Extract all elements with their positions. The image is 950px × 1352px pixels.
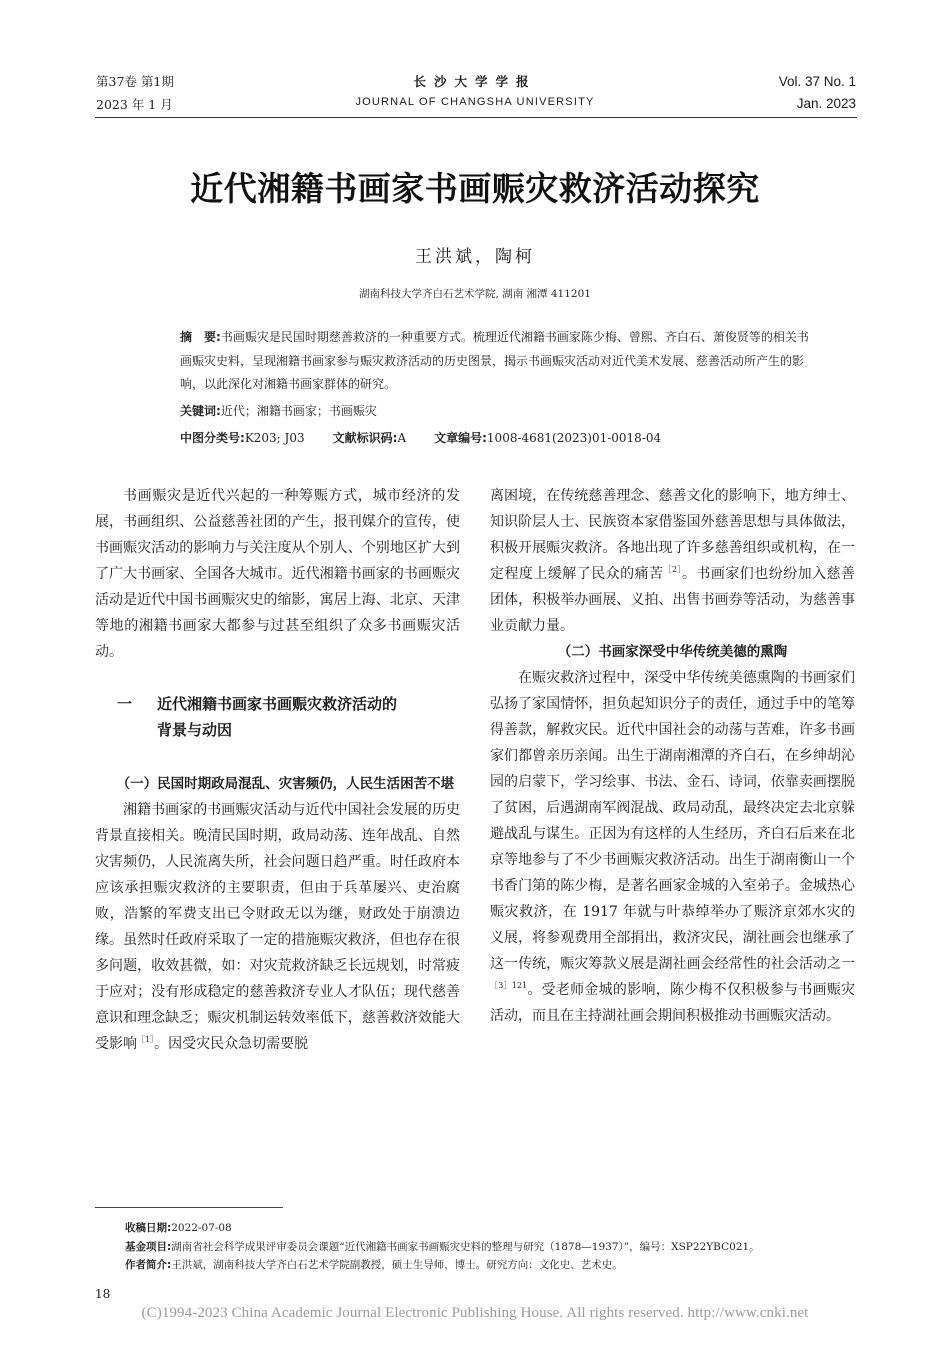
citation-ref-1: ［1］	[137, 1035, 155, 1044]
received-date: 2022-07-08	[171, 1222, 232, 1234]
article-number: 1008-4681(2023)01-0018-04	[486, 431, 662, 445]
paragraph-virtues	[490, 665, 855, 1029]
article-number-label: 文章编号:	[434, 431, 487, 445]
paragraph-continued-text: 离困境，在传统慈善理念、慈善文化的影响下，地方绅士、知识阶层人士、民族资本家借鉴国外慈善思想与具体做法，积极开展赈灾救济。各地出现了许多慈善组织或机构，在一定程度上缓解了民众的痛苦	[490, 488, 855, 582]
page-number: 18	[95, 1287, 111, 1301]
section-title-line2: 背景与动因	[157, 721, 233, 739]
copyright-notice: (C)1994-2023 China Academic Journal Electronic Publishing House. All rights reserved. http://www.cnki.net	[141, 1305, 809, 1321]
date-en: Jan. 2023	[796, 96, 856, 111]
subsection-heading-1: （一）民国时期政局混乱、灾害频仍，人民生活困苦不堪	[116, 776, 455, 792]
paragraph-background-tail: 。因受灾民众急切需要脱	[154, 1036, 309, 1052]
author-affiliation: 湖南科技大学齐白石艺术学院, 湖南 湘潭 411201	[359, 288, 591, 300]
doc-code-label: 文献标识码:	[332, 431, 398, 445]
clc-number: K203; J03	[244, 431, 305, 445]
paragraph-intro: 书画赈灾是近代兴起的一种筹赈方式，城市经济的发展，书画组织、公益慈善社团的产生，报刊媒介的宣传，使书画赈灾活动的影响力与关注度从个别人、个别地区扩大到了广大书画家、全国各大城市。近代湘籍书画家的书画赈灾活动是近代中国书画赈灾史的缩影，寓居上海、北京、天津等地的湘籍书画家大都参与过甚至组织了众多书画赈灾活动。	[95, 488, 460, 660]
doc-code: A	[397, 431, 407, 445]
clc-label: 中图分类号:	[180, 431, 245, 445]
abstract-label: 摘 要:	[180, 330, 221, 344]
received-label: 收稿日期:	[125, 1222, 172, 1234]
journal-name-en: JOURNAL OF CHANGSHA UNIVERSITY	[355, 96, 595, 108]
section-title-line1: 近代湘籍书画家书画赈灾救济活动的	[157, 695, 398, 713]
paragraph-continued	[490, 483, 855, 639]
abstract	[180, 326, 810, 397]
footnotes	[125, 1219, 865, 1275]
paragraph-continued-tail: 。书画家们也纷纷加入慈善团体，积极举办画展、义拍、出售书画券等活动，为慈善事业贡献力量。	[490, 566, 856, 634]
header-rule	[95, 117, 857, 118]
journal-issue-en	[779, 71, 856, 115]
footnote-rule	[95, 1207, 283, 1208]
classification-line	[180, 429, 820, 446]
keywords-label: 关键词:	[180, 404, 221, 418]
keywords: 近代；湘籍书画家；书画赈灾	[220, 404, 377, 418]
paragraph-background-text: 湘籍书画家的书画赈灾活动与近代中国社会发展的历史背景直接相关。晚清民国时期，政局动荡、连年战乱、自然灾害频仍，人民流离失所，社会问题日趋严重。时任政府本应该承担赈灾救济的主要职责，但由于兵革屡兴、吏治腐败，浩繁的军费支出已令财政无以为继，财政处于崩溃边缘。虽然时任政府采取了一定的措施赈灾救济，但也存在很多问题，收效甚微，如：对灾荒救济缺乏长远规划，时常疲于应对；没有形成稳定的慈善救济专业人才队伍；现代慈善意识和理念缺乏；赈灾机制运转效率低下，慈善救济效能大受影响	[95, 802, 460, 1052]
section-heading-1	[95, 691, 460, 743]
paragraph-background	[95, 797, 460, 1057]
article-authors: 王洪斌，陶柯	[415, 247, 535, 267]
fund-label: 基金项目:	[125, 1240, 172, 1253]
subsection-heading-2: （二）书画家深受中华传统美德的熏陶	[557, 644, 788, 660]
footnote-fund	[125, 1238, 865, 1257]
paragraph-virtues-text: 在赈灾救济过程中，深受中华传统美德熏陶的书画家们弘扬了家国情怀，担负起知识分子的责任，通过手中的笔筹得善款，解救灾民。近代中国社会的动荡与苦难，许多书画家们都曾亲历亲闻。出生于湖南湘潭的齐白石，在乡绅胡沁园的启蒙下，学习绘事、书法、金石、诗词，依靠卖画摆脱了贫困，后遇湖南军阀混战、政局动乱，最终决定去北京躲避战乱与谋生。正因为有这样的人生经历，齐白石后来在北京等地参与了不少书画赈灾救济活动。出生于湖南衡山一个书香门第的陈少梅，是著名画家金城的入室弟子。金城热心赈灾救济，在 1917 年就与叶恭绰举办了赈济京郊水灾的义展，将参观费用全部捐出，救济灾民，湖社画会也继承了这一传统，赈灾筹款义展是湖社画会经常性的社会活动之一	[490, 670, 855, 972]
journal-masthead	[340, 72, 610, 108]
journal-name-cn: 长沙大学学报	[413, 74, 537, 89]
abstract-text: 书画赈灾是民国时期慈善救济的一种重要方式。梳理近代湘籍书画家陈少梅、曾熙、齐白石、萧俊贤等的相关书画赈灾史料，呈现湘籍书画家参与赈灾救济活动的历史图景，揭示书画赈灾活动对近代美术发展、慈善活动所产生的影响，以此深化对湘籍书画家群体的研究。	[180, 330, 809, 391]
author-bio-text: 王洪斌，湖南科技大学齐白石艺术学院副教授，硕士生导师，博士。研究方向：文化史、艺术史。	[171, 1259, 623, 1271]
volume-issue-en: Vol. 37 No. 1	[778, 74, 856, 89]
fund-text: 湖南省社会科学成果评审委员会课题“近代湘籍书画家书画赈灾史料的整理与研究（1878—1937）”，编号：XSP22YBC021。	[171, 1240, 760, 1253]
author-bio-label: 作者简介:	[125, 1259, 172, 1271]
volume-issue-cn: 第37卷 第1期	[96, 74, 174, 89]
citation-ref-2: ［2］	[663, 565, 682, 574]
footnote-author	[125, 1256, 865, 1275]
footnote-received	[125, 1219, 865, 1238]
body-column-right	[490, 483, 855, 1029]
journal-issue-cn	[96, 70, 174, 116]
date-cn: 2023 年 1 月	[96, 97, 173, 112]
section-number: 一	[117, 695, 133, 713]
article-title: 近代湘籍书画家书画赈灾救济活动探究	[190, 169, 760, 208]
paragraph-virtues-tail: 。受老师金城的影响，陈少梅不仅积极参与书画赈灾活动，而且在主持湖社画会期间积极推动书画赈灾活动。	[490, 982, 856, 1024]
citation-ref-3: ［3］121	[490, 981, 528, 990]
keywords-line	[180, 402, 820, 419]
body-column-left	[95, 483, 460, 1057]
